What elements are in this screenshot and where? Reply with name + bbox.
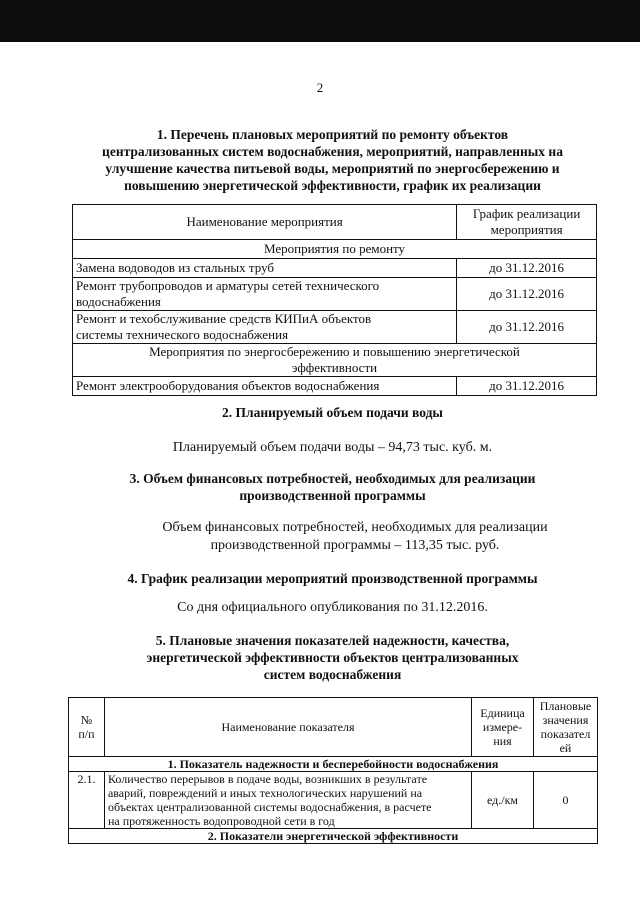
section5-title [60,632,605,683]
group-label [73,344,597,377]
measures-table [72,204,597,396]
col-header-unit [472,698,534,757]
measure-name-line: Ремонт и техобслуживание средств КИПиА объектов [76,311,372,326]
indicators-table [68,697,598,844]
section2-title: 2. Планируемый объем подачи воды [222,405,443,420]
section1-title [60,126,605,194]
section3-title-line: производственной программы [239,488,426,503]
col-header-line: измере- [482,720,523,734]
col-header-line: ния [493,734,512,748]
col-header-line: значения [542,713,589,727]
col-header-line: Единица [480,706,525,720]
table-row [73,377,597,396]
measure-name-line: Ремонт трубопроводов и арматуры сетей технического [76,278,380,293]
col-header-line: Плановые [539,699,592,713]
col-header-schedule [457,205,597,240]
measure-name: Ремонт электрооборудования объектов водоснабжения [73,377,457,396]
section1-title-line: повышению энергетической эффективности, график их реализации [124,178,541,193]
section1-title-line: централизованных систем водоснабжения, мероприятий, направленных на [102,144,563,159]
table-row [73,278,597,311]
section3-text-line: Объем финансовых потребностей, необходимых для реализации [162,520,548,535]
section3-title [60,470,605,504]
table-header-row [69,698,598,757]
section5-title-line: 5. Плановые значения показателей надежности, качества, [155,633,510,648]
section3-title-line: 3. Объем финансовых потребностей, необходимых для реализации [129,471,536,486]
col-header-line: ей [559,741,572,755]
section2-text: Планируемый объем подачи воды – 94,73 тыс. куб. м. [172,440,493,455]
measure-date: до 31.12.2016 [457,259,597,278]
section1-title-line: улучшение качества питьевой воды, мероприятий по энергосбережению и [105,161,560,176]
group-label: 2. Показатели энергетической эффективности [69,829,598,844]
measure-name [73,278,457,311]
measure-date: до 31.12.2016 [457,311,597,344]
indicator-name-line: аварий, повреждений и иных технологических нарушений на [107,786,423,800]
col-header-line: № [80,713,93,727]
col-header-line: мероприятия [490,222,563,237]
group-row-repair [73,240,597,259]
table-row [69,772,598,829]
group-row-efficiency [69,829,598,844]
col-header-name: Наименование мероприятия [73,205,457,240]
group-row-energy [73,344,597,377]
table-row [73,311,597,344]
indicator-name-line: Количество перерывов в подаче воды, возникших в результате [107,772,428,786]
section3-text [120,519,590,555]
indicator-name-line: на протяженность водопроводной сети в год [107,814,335,828]
table-header-row [73,205,597,240]
section3-text-line: производственной программы – 113,35 тыс. руб. [210,538,500,553]
col-header-line: График реализации [472,206,581,221]
indicator-name-line: объектах централизованной системы водоснабжения, в расчете [107,800,432,814]
col-header-number [69,698,105,757]
col-header-plan [533,698,597,757]
measure-name [73,311,457,344]
section4-text: Со дня официального опубликования по 31.12.2016. [177,600,488,615]
section1-title-line: 1. Перечень плановых мероприятий по ремонту объектов [156,127,509,142]
group-row-reliability [69,757,598,772]
indicator-number: 2.1. [69,772,105,829]
section4-title: 4. График реализации мероприятий производственной программы [127,571,538,586]
indicator-unit: ед./км [472,772,534,829]
section5-title-line: систем водоснабжения [263,667,402,682]
measure-name-line: водоснабжения [76,294,161,309]
measure-name-line: системы технического водоснабжения [76,327,289,342]
section5-title-line: энергетической эффективности объектов централизованных [146,650,519,665]
group-label-line: Мероприятия по энергосбережению и повышению энергетической [149,344,520,359]
group-label: 1. Показатель надежности и бесперебойности водоснабжения [69,757,598,772]
indicator-name [104,772,471,829]
col-header-line: п/п [78,727,95,741]
measure-name: Замена водоводов из стальных труб [73,259,457,278]
col-header-indicator: Наименование показателя [104,698,471,757]
table-row [73,259,597,278]
page-number: 2 [316,80,324,95]
measure-date: до 31.12.2016 [457,278,597,311]
group-label: Мероприятия по ремонту [73,240,597,259]
indicator-value: 0 [533,772,597,829]
group-label-line: эффективности [291,360,378,375]
measure-date: до 31.12.2016 [457,377,597,396]
top-black-bar [0,0,640,42]
col-header-line: показател [540,727,591,741]
